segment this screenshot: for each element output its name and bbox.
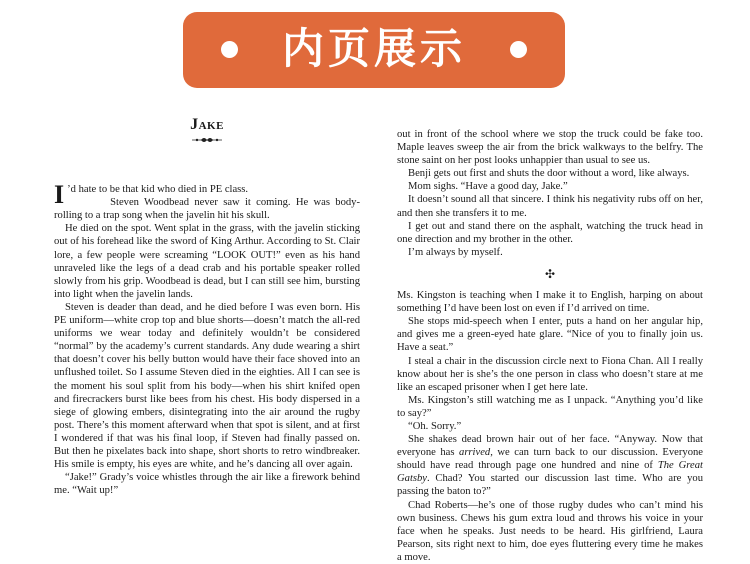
- text-run: She shakes dead brown hair out of her face. “Anyway. Now that everyone has: [397, 434, 703, 459]
- paragraph: I’m always by myself.: [408, 246, 503, 258]
- bullet-dot-right: [510, 41, 527, 58]
- paragraph: Mom sighs. “Have a good day, Jake.”: [408, 181, 568, 193]
- paragraph: “Oh. Sorry.”: [408, 420, 462, 432]
- paragraph: Ms. Kingston’s still watching me as I unpack. “Anything you’d like to say?”: [397, 394, 703, 419]
- paragraph: Chad Roberts—he’s one of those rugby dudes who can’t mind his own business. Chews his gum extra loud and throws his voice in your face when he speaks. Just needs to be heard. His girlfriend, Laura Pearson, sits right next to him, doe eyes fluttering every time he makes a move.: [397, 499, 703, 563]
- right-page-column: [397, 128, 703, 564]
- paragraph-text: ’d hate to be that kid who died in PE class.: [67, 184, 249, 196]
- left-page-column: [54, 118, 360, 497]
- section-break-icon: ✣: [544, 266, 556, 281]
- emphasis-text: arrived: [459, 447, 491, 459]
- showcase-banner: [183, 12, 565, 88]
- chapter-title: Jake: [190, 116, 224, 133]
- paragraph: I steal a chair in the discussion circle next to Fiona Chan. All I really know about her is she’s the one person in class who doesn’t stare at me like an escaped prisoner when I get here late.: [397, 355, 703, 393]
- paragraph: He died on the spot. Went splat in the grass, with the javelin sticking out of his forehead like the sword of King Arthur. According to St. Clair lore, a few people were screaming “LOOK OUT!” even as his hand unraveled like the legs of a dead crab and his portable speaker rolled slowly from his grip. Woodbead is dead, but I can still see him, bursting into light when the javelin lands.: [54, 223, 360, 300]
- paragraph: Benji gets out first and shuts the door without a word, like always.: [408, 168, 690, 180]
- paragraph-with-emphasis: [397, 433, 703, 498]
- paragraph: It doesn’t sound all that sincere. I think his negativity rubs off on her, and then she transfers it to me.: [397, 194, 703, 219]
- paragraph: Ms. Kingston is teaching when I make it to English, harping on about something I’d have been lost on even if I’d arrived on time.: [397, 290, 703, 315]
- paragraph: “Jake!” Grady’s voice whistles through the air like a firework behind me. “Wait up!”: [54, 472, 360, 497]
- paragraph: Steven is deader than dead, and he died before I was even born. His PE uniform—white crop top and blue shorts—doesn’t match the all-red uniforms we wear today and definitely wouldn’t be considered “normal” by the academy’s current standards. Any dude wearing a shirt that doesn’t cover his belly button would have their face shoved into an unflushed toilet. So I assume Steven died in the eighties. All I can see is the moment his soul split from his body—when his shirt knifed open and firecrackers burst like bees from his chest. His body dispersed in a siege of glowing embers, disintegrating into the air around the rugby post. There’s this moment afterward when that spot is silent, and at first I wondered if that was his final loop, if Steven had finally passed on. But then he pixelates back into shape, short shorts to retro windbreaker. His smile is empty, his eyes are white, and he’s dancing all over again.: [54, 301, 360, 471]
- drop-cap: I: [54, 180, 65, 210]
- paragraph: out in front of the school where we stop the truck could be fake too. Maple leaves sweep the air from the brick walkways to the belfry. The stone saint on her post looks unhappier than usual to see us.: [397, 129, 703, 167]
- banner-title: 内页展示: [281, 24, 466, 73]
- text-run: . Chad? You started our discussion last time. Who are you passing the baton to?”: [397, 473, 703, 498]
- paragraph: Steven Woodbead never saw it coming. He was body-rolling to a trap song when the javelin hit his skull.: [54, 197, 360, 222]
- text-run: , we can turn back to our discussion. Everyone should have read through page one hundred and nine of: [397, 447, 703, 472]
- paragraph: She stops mid-speech when I enter, puts a hand on her angular hip, and gives me a green-eyed hate glare. “Nice of you to finally join us. Have a seat.”: [397, 316, 703, 354]
- paragraph: I get out and stand there on the asphalt, watching the truck head in one direction and my brother in the other.: [397, 220, 703, 245]
- book-title-italic: The Great Gatsby: [397, 460, 703, 485]
- ornament-flourish-icon: [192, 135, 222, 145]
